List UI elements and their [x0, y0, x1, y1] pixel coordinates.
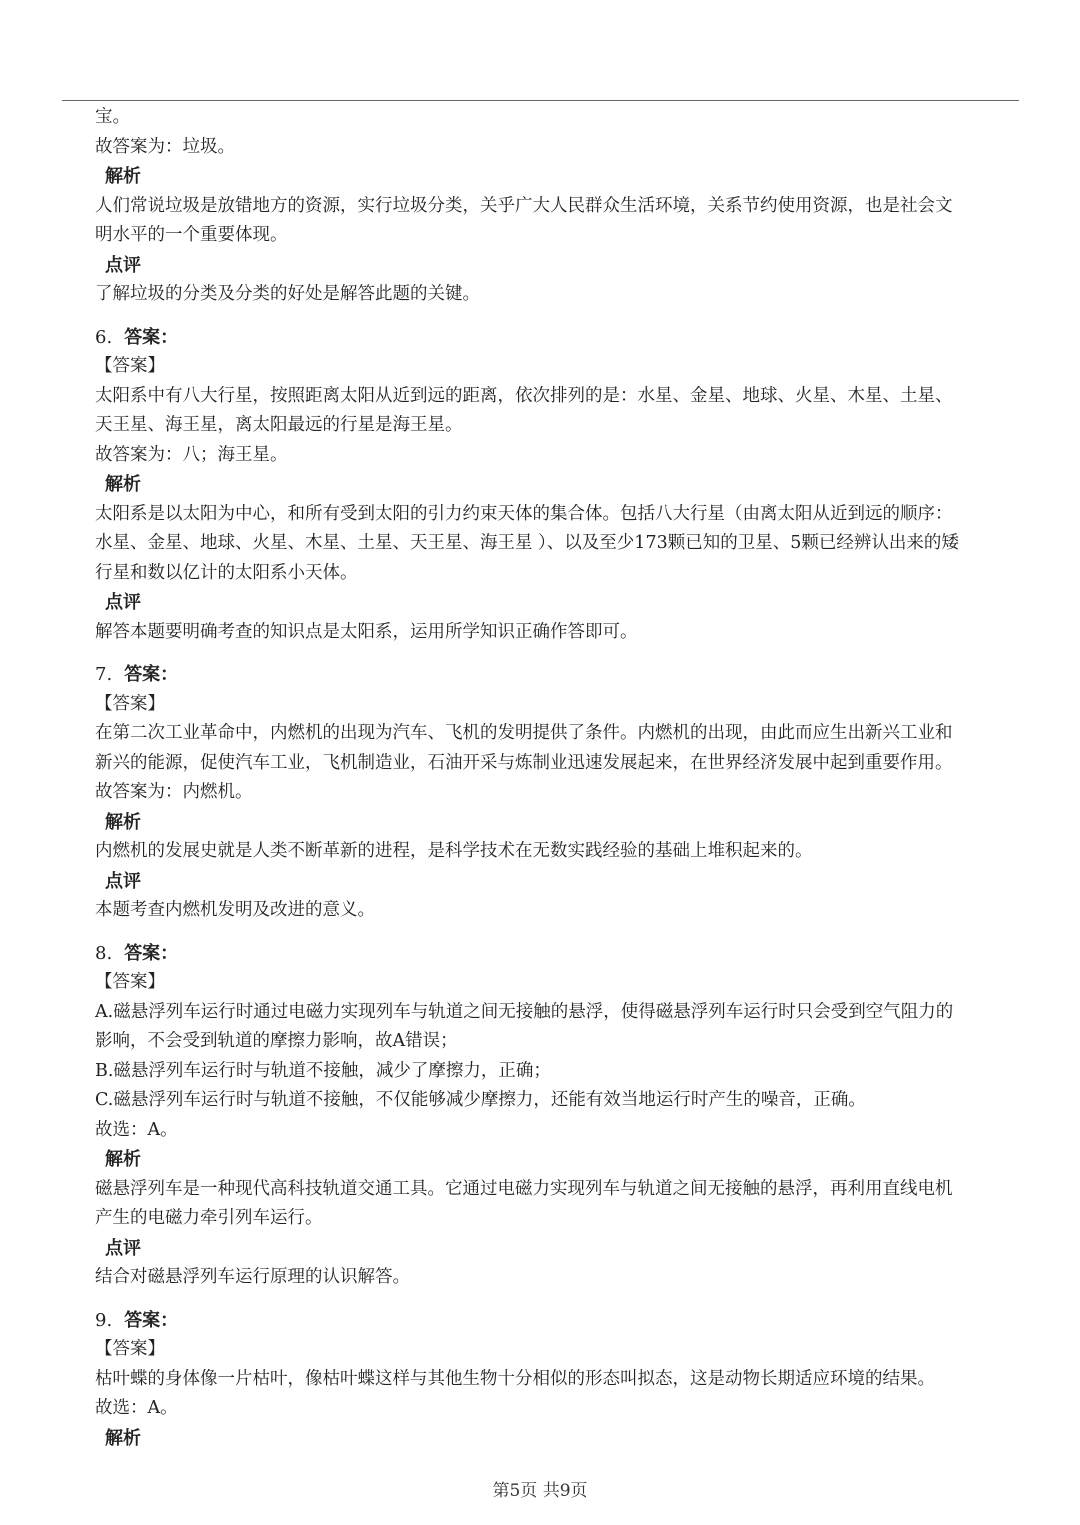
- answer-label: 【答案】: [95, 1339, 165, 1359]
- question-6: [95, 323, 1035, 648]
- question-number: 6.: [95, 326, 113, 348]
- answer-line: 新兴的能源，促使汽车工业，飞机制造业，石油开采与炼制业迅速发展起来，在世界经济发展中起到重要作用。: [95, 752, 953, 773]
- answer-label: 【答案】: [95, 356, 165, 376]
- analysis-line: 产生的电磁力牵引列车运行。: [95, 1208, 323, 1228]
- analysis-line: 内燃机的发展史就是人类不断革新的进程，是科学技术在无数实践经验的基础上堆积起来的。: [95, 841, 813, 861]
- question-heading: [95, 1306, 1035, 1336]
- question-title: 答案：: [124, 326, 179, 348]
- header-rule: [62, 100, 1019, 101]
- comment-line: 结合对磁悬浮列车运行原理的认识解答。: [95, 1267, 410, 1287]
- answer-label: 【答案】: [95, 972, 165, 992]
- question-title: 答案：: [124, 942, 179, 964]
- answer-line: 太阳系中有八大行星，按照距离太阳从近到远的距离，依次排列的是：水星、金星、地球、火星、木星、土星、: [95, 385, 953, 406]
- analysis-heading: 解析: [105, 1427, 141, 1449]
- analysis-heading: 解析: [105, 166, 141, 187]
- comment-heading: 点评: [105, 870, 141, 892]
- analysis-line: 太阳系是以太阳为中心，和所有受到太阳的引力约束天体的集合体。包括八大行星（由离太阳从近到远的顺序：: [95, 503, 953, 524]
- analysis-heading: 解析: [105, 811, 141, 833]
- comment-line: 本题考查内燃机发明及改进的意义。: [95, 900, 375, 920]
- comment-line: 了解垃圾的分类及分类的好处是解答此题的关键。: [95, 284, 480, 304]
- answer-line: 天王星、海王星，离太阳最远的行星是海王星。: [95, 415, 463, 435]
- page-footer: 第5页 共9页: [492, 1481, 588, 1501]
- comment-heading: 点评: [105, 592, 141, 613]
- answer-label: 【答案】: [95, 693, 165, 714]
- text-line: 宝。: [95, 107, 130, 127]
- analysis-line: 行星和数以亿计的太阳系小天体。: [95, 562, 358, 583]
- page-content: [95, 103, 1035, 1453]
- answer-line: 故选：A。: [95, 1398, 178, 1418]
- analysis-heading: 解析: [105, 1149, 141, 1170]
- answer-line: A.磁悬浮列车运行时通过电磁力实现列车与轨道之间无接触的悬浮，使得磁悬浮列车运行时只会受到空气阻力的: [95, 1001, 954, 1022]
- question-number: 7.: [95, 664, 113, 685]
- analysis-line: 水星、金星、地球、火星、木星、土星、天王星、海王星 ）、以及至少173颗已知的卫星、5颗已经辨认出来的矮: [95, 533, 959, 553]
- question-number: 8.: [95, 942, 113, 964]
- analysis-line: 人们常说垃圾是放错地方的资源，实行垃圾分类，关乎广大人民群众生活环境，关系节约使用资源，也是社会文: [95, 195, 953, 216]
- analysis-line: 磁悬浮列车是一种现代高科技轨道交通工具。它通过电磁力实现列车与轨道之间无接触的悬浮，再利用直线电机: [95, 1178, 953, 1199]
- q5-continuation: [95, 103, 1035, 310]
- answer-line: 故答案为：八；海王星。: [95, 444, 288, 465]
- question-number: 9.: [95, 1309, 113, 1331]
- answer-line: C.磁悬浮列车运行时与轨道不接触，不仅能够减少摩擦力，还能有效当地运行时产生的噪音，正确。: [95, 1090, 866, 1110]
- question-title: 答案：: [124, 1309, 179, 1331]
- comment-heading: 点评: [105, 1237, 141, 1259]
- analysis-line: 明水平的一个重要体现。: [95, 225, 288, 245]
- question-title: 答案：: [124, 664, 179, 685]
- question-7: [95, 660, 1035, 926]
- comment-line: 解答本题要明确考查的知识点是太阳系，运用所学知识正确作答即可。: [95, 621, 638, 642]
- answer-line: 故答案为：内燃机。: [95, 782, 253, 802]
- question-heading: [95, 660, 1035, 690]
- answer-line: 枯叶蝶的身体像一片枯叶，像枯叶蝶这样与其他生物十分相似的形态叫拟态，这是动物长期适应环境的结果。: [95, 1368, 935, 1389]
- comment-heading: 点评: [105, 254, 141, 276]
- answer-line: 故选：A。: [95, 1119, 178, 1140]
- answer-line: 在第二次工业革命中，内燃机的出现为汽车、飞机的发明提供了条件。内燃机的出现，由此而应生出新兴工业和: [95, 723, 953, 743]
- answer-line: B.磁悬浮列车运行时与轨道不接触，减少了摩擦力，正确；: [95, 1060, 551, 1081]
- analysis-heading: 解析: [105, 474, 141, 495]
- answer-line: 影响，不会受到轨道的摩擦力影响，故A错误；: [95, 1031, 458, 1051]
- question-9: [95, 1306, 1035, 1454]
- question-heading: [95, 939, 1035, 969]
- question-8: [95, 939, 1035, 1293]
- question-heading: [95, 323, 1035, 353]
- text-line: 故答案为：垃圾。: [95, 136, 235, 157]
